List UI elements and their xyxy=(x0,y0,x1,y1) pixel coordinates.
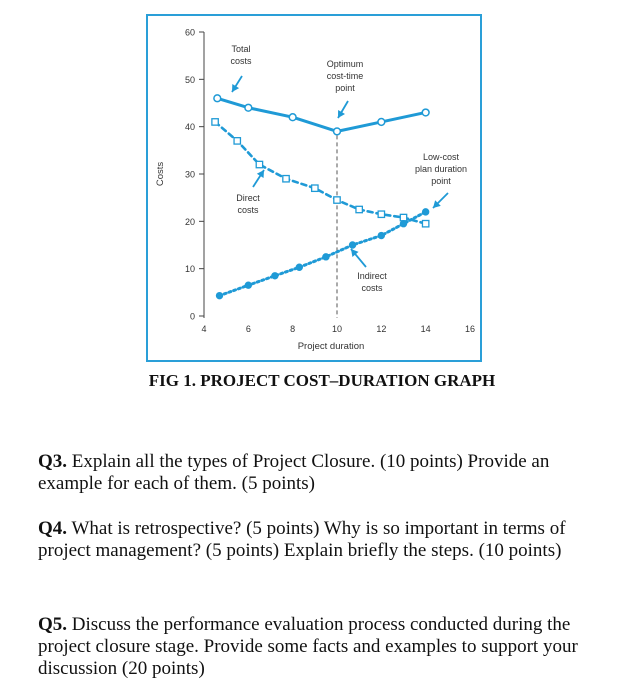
x-tick-label: 8 xyxy=(290,324,296,334)
figure-caption: FIG 1. PROJECT COST–DURATION GRAPH xyxy=(148,371,496,390)
x-tick-label: 4 xyxy=(201,324,207,334)
lowcost-annotation-text: point xyxy=(431,176,451,186)
optimum-annotation-text: Optimum xyxy=(326,59,364,69)
y-axis-label: Costs xyxy=(155,161,166,187)
question-q4 xyxy=(38,518,610,562)
y-tick-label: 50 xyxy=(184,74,195,85)
y-tick-label: 60 xyxy=(184,27,195,38)
optimum-annotation-text: cost-time xyxy=(326,71,364,81)
lowcost-annotation-text: plan duration xyxy=(414,164,468,174)
total-costs-line xyxy=(217,98,425,131)
direct-costs-point xyxy=(312,185,318,191)
question-text: Explain all the types of Project Closure. (10 points) Provide an example for each of them. (5 points) xyxy=(38,451,550,494)
lowcost-annotation-text: Low-cost xyxy=(422,152,460,162)
indirect-costs-point xyxy=(296,264,302,270)
direct-costs-point xyxy=(283,176,289,182)
x-tick-label: 12 xyxy=(376,324,387,334)
question-number: Q3. xyxy=(38,451,68,472)
indirect-costs-point xyxy=(378,232,384,238)
total-annotation-text: costs xyxy=(230,56,252,66)
question-text: Discuss the performance evaluation process conducted during the project closure stage. Provide some facts and examples to support your discussion (20 points) xyxy=(38,614,578,679)
direct-costs-point xyxy=(234,138,240,144)
y-tick-label: 30 xyxy=(184,169,195,180)
question-q3 xyxy=(38,451,610,495)
indirect-costs-point xyxy=(349,242,355,248)
direct-costs-point xyxy=(378,211,384,217)
indirect-costs-point xyxy=(323,254,329,260)
total-costs-point xyxy=(289,114,296,121)
y-tick-label: 20 xyxy=(184,216,195,227)
direct-costs-point xyxy=(422,221,428,227)
optimum-annotation-text: point xyxy=(335,83,355,93)
indirect-costs-point xyxy=(272,273,278,279)
x-axis-label: Project duration xyxy=(297,341,365,352)
indirect-costs-point xyxy=(400,221,406,227)
x-tick-label: 16 xyxy=(464,324,476,334)
total-annotation-text: Total xyxy=(231,44,251,54)
direct-annotation-text: costs xyxy=(237,205,259,215)
direct-costs-point xyxy=(256,161,262,167)
total-costs-point xyxy=(422,109,429,116)
indirect-costs-point xyxy=(216,292,222,298)
indirect-annotation-text: Indirect xyxy=(357,271,387,281)
direct-costs-point xyxy=(356,206,362,212)
direct-costs-point xyxy=(400,214,406,220)
question-text: What is retrospective? (5 points) Why is so important in terms of project management? (5 points) Explain briefly the steps. (10 points) xyxy=(38,518,566,561)
total-costs-point xyxy=(245,104,252,111)
direct-annotation-text: Direct xyxy=(236,193,260,203)
total-costs-point xyxy=(214,95,221,102)
indirect-costs-point xyxy=(245,282,251,288)
question-number: Q5. xyxy=(38,614,68,635)
direct-costs-point xyxy=(334,197,340,203)
x-tick-label: 10 xyxy=(331,324,343,334)
y-tick-label: 40 xyxy=(184,122,195,133)
direct-costs-point xyxy=(212,119,218,125)
x-tick-label: 6 xyxy=(245,324,251,334)
question-number: Q4. xyxy=(38,518,68,539)
total-costs-point xyxy=(334,128,341,135)
total-costs-point xyxy=(378,119,385,126)
x-tick-label: 14 xyxy=(420,324,431,334)
indirect-annotation-text: costs xyxy=(361,283,383,293)
question-q5 xyxy=(38,614,610,680)
y-tick-label: 0 xyxy=(189,311,195,322)
y-tick-label: 10 xyxy=(184,264,195,275)
indirect-costs-point xyxy=(422,209,428,215)
